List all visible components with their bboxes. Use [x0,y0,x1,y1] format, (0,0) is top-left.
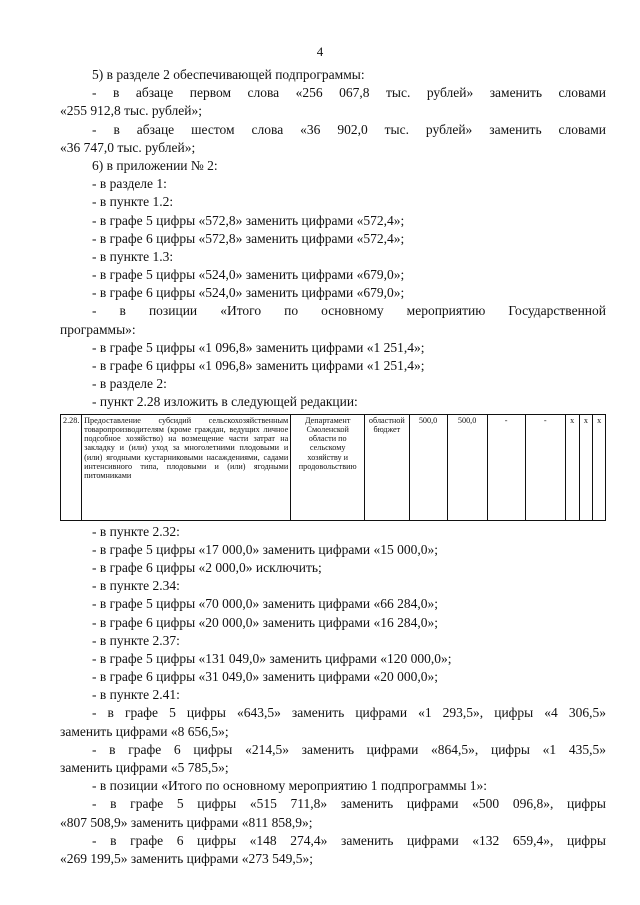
text-line: - в графе 6 цифры «524,0» заменить цифрами «679,0»; [92,285,405,301]
executor-cell: Департамент Смоленской области по сельскому хозяйству и продовольствию [291,414,365,520]
column-9-cell: x [565,414,579,520]
page-number: 4 [316,44,324,59]
text-line: - в пункте 2.37: [92,632,180,648]
column-8-cell: - [525,414,565,520]
text-line: - в пункте 2.41: [92,687,180,703]
text-line: - в позиции «Итого по основному мероприятию 1 подпрограммы 1»: [92,778,488,794]
text-line: - в графе 5 цифры «643,5» заменить цифрами «1 293,5», цифры «4 306,5» [92,705,606,721]
text-line: - в пункте 1.3: [92,248,174,264]
description-text: Предоставление субсидий сельскохозяйственным товаропроизводителям (кроме граждан, ведущих личное подсобное хозяйство) на возмещение части затрат на закладку и (или) уход за многолетними плодовыми и (или) ягодными кустарниковыми насаждениями, садами интенсивного типа, плодовыми и (или) ягодными [84,415,289,472]
text-line: - в графе 6 цифры «214,5» заменить цифрами «864,5», цифры «1 435,5» [92,741,606,757]
text-line: - в графе 6 цифры «148 274,4» заменить цифрами «132 659,4», цифры [92,832,606,848]
text-line: заменить цифрами «8 656,5»; [60,723,229,739]
table-row [61,414,606,520]
text-line: - в графе 5 цифры «524,0» заменить цифрами «679,0»; [92,267,405,283]
text-line: - в позиции «Итого по основному мероприятию Государственной [92,303,606,319]
text-line: - в графе 6 цифры «572,8» заменить цифрами «572,4»; [92,230,405,246]
funding-source-cell: областной бюджет [365,414,409,520]
text-line: - в графе 5 цифры «515 711,8» заменить цифрами «500 096,8», цифры [92,796,606,812]
item-number-cell: 2.28. [61,414,82,520]
description-cell [82,414,291,520]
text-line: 6) в приложении № 2: [92,157,218,173]
text-line: - в разделе 1: [92,176,167,192]
text-line: - в графе 6 цифры «31 049,0» заменить цифрами «20 000,0»; [92,669,438,685]
text-line: заменить цифрами «5 785,5»; [60,760,229,775]
text-line: 5) в разделе 2 обеспечивающей подпрограммы: [92,67,365,82]
text-line: - в графе 6 цифры «20 000,0» заменить цифрами «16 284,0»; [92,614,438,630]
text-line: - в абзаце шестом слова «36 902,0 тыс. рублей» заменить словами [92,121,606,137]
text-line: - в разделе 2: [92,376,167,392]
column-10-cell: x [579,414,593,520]
text-line: - в графе 6 цифры «1 096,8» заменить цифрами «1 251,4»; [92,358,425,373]
document-body [60,66,606,868]
text-line: - в пункте 1.2: [92,194,174,210]
text-line: - в графе 5 цифры «17 000,0» заменить цифрами «15 000,0»; [92,541,438,557]
column-7-cell: - [487,414,525,520]
text-line: - пункт 2.28 изложить в следующей редакции: [92,394,358,410]
text-line: - в графе 5 цифры «70 000,0» заменить цифрами «66 284,0»; [92,596,438,612]
text-line: «255 912,8 тыс. рублей»; [60,103,202,119]
text-line: - в графе 6 цифры «2 000,0» исключить; [92,559,322,575]
item-2-28-table [60,414,606,521]
text-line: - в графе 5 цифры «131 049,0» заменить цифрами «120 000,0»; [92,650,452,666]
text-line: программы»: [60,321,136,337]
text-line: - в пункте 2.34: [92,578,180,594]
column-11-cell: x [593,414,606,520]
column-5-cell: 500,0 [409,414,447,520]
description-last-line: питомниками [84,471,132,481]
paragraphs-after-table [60,523,606,869]
text-line: «36 747,0 тыс. рублей»; [60,139,196,155]
text-line: - в графе 5 цифры «1 096,8» заменить цифрами «1 251,4»; [92,339,425,355]
text-line: - в графе 5 цифры «572,8» заменить цифрами «572,4»; [92,212,405,228]
text-line: «807 508,9» заменить цифрами «811 858,9»; [60,814,313,830]
amendment-table [60,414,606,521]
paragraphs-before-table [60,66,606,412]
text-line: «269 199,5» заменить цифрами «273 549,5»; [60,850,313,866]
text-line: - в абзаце первом слова «256 067,8 тыс. рублей» заменить словами [92,85,606,101]
text-line: - в пункте 2.32: [92,523,180,539]
column-6-cell: 500,0 [447,414,487,520]
